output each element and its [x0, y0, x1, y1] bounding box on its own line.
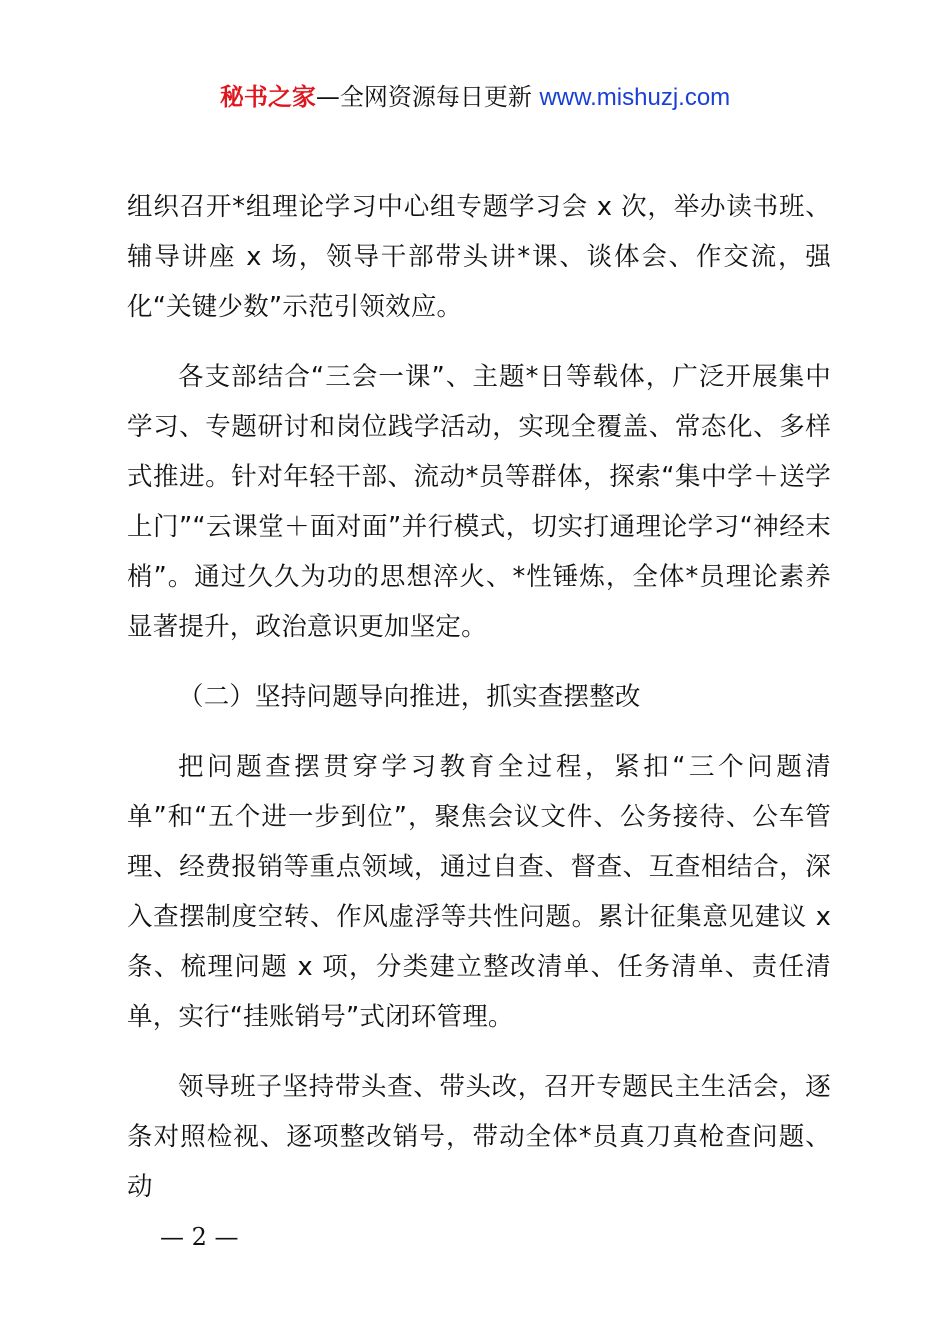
paragraph: 领导班子坚持带头查、带头改，召开专题民主生活会，逐条对照检视、逐项整改销号，带动全体*员真刀真枪查问题、动 — [127, 1072, 831, 1202]
site-header — [0, 80, 950, 115]
page-number: — 2 — — [160, 1223, 239, 1251]
paragraph-continued: 组织召开*组理论学习中心组专题学习会 x 次，举办读书班、辅导讲座 x 场，领导干部带头讲*课、谈体会、作交流，强化“关键少数”示范引领效应。 — [127, 192, 831, 322]
paragraph: 把问题查摆贯穿学习教育全过程，紧扣“三个问题清单”和“五个进一步到位”，聚焦会议文件、公务接待、公车管理、经费报销等重点领域，通过自查、督查、互查相结合，深入查摆制度空转、作风虚浮等共性问题。累计征集意见建议 x 条、梳理问题 x 项，分类建立整改清单、任务清单、责任清单，实行“挂账销号”式闭环管理。 — [127, 752, 831, 1032]
document-body — [127, 182, 831, 1232]
paragraph: 各支部结合“三会一课”、主题*日等载体，广泛开展集中学习、专题研讨和岗位践学活动，实现全覆盖、常态化、多样式推进。针对年轻干部、流动*员等群体，探索“集中学＋送学上门”“云课堂＋面对面”并行模式，切实打通理论学习“神经末梢”。通过久久为功的思想淬火、*性锤炼，全体*员理论素养显著提升，政治意识更加坚定。 — [127, 362, 831, 642]
header-tagline: —全网资源每日更新 — [315, 83, 532, 111]
site-url-link[interactable]: www.mishuzj.com — [539, 84, 731, 111]
brand-name: 秘书之家 — [219, 83, 316, 111]
section-heading: （二）坚持问题导向推进，抓实查摆整改 — [178, 682, 641, 712]
